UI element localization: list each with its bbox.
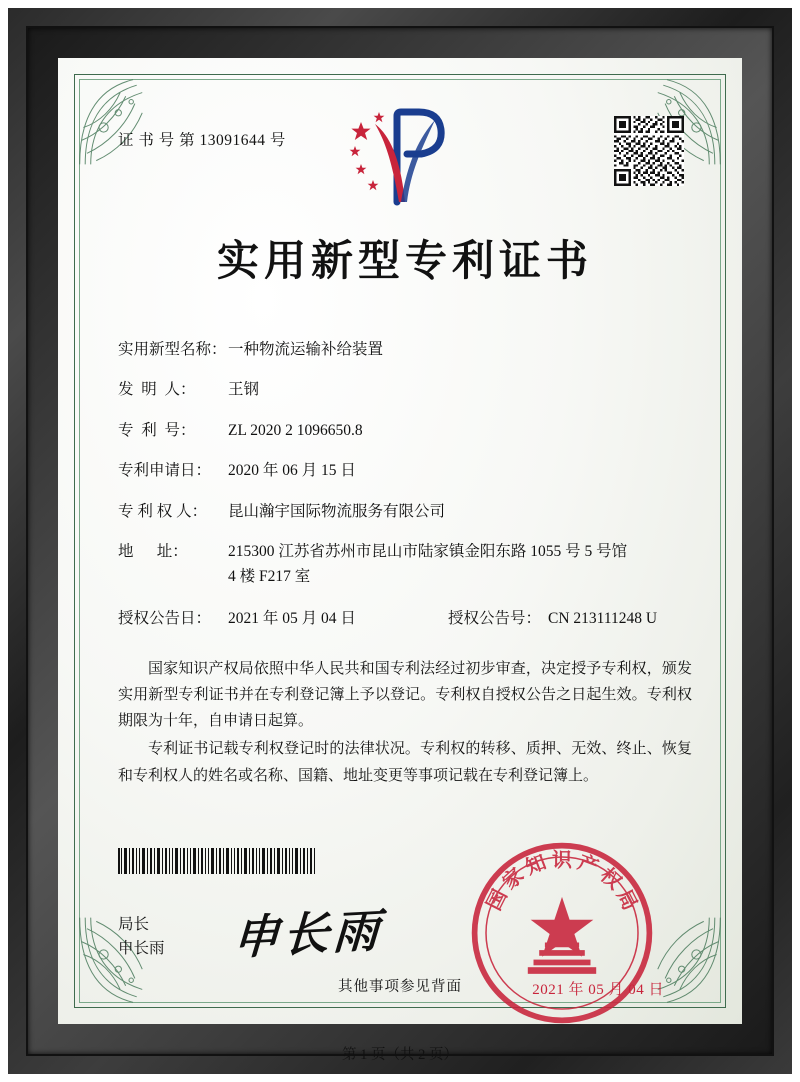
legal-text [118,656,692,789]
field-value: 215300 江苏省苏州市昆山市陆家镇金阳东路 1055 号 5 号馆 [228,543,628,561]
svg-text:识: 识 [552,847,572,872]
field-label: 发 明 人： [118,381,196,399]
field-value: 2020 年 06 月 15 日 [228,462,356,480]
certificate-number: 证 书 号 第 13091644 号 [118,132,286,149]
field-row-application-date [118,461,692,481]
publication-number-value: CN 213111248 U [548,610,658,628]
field-value: ZL 2020 2 1096650.8 [228,421,363,439]
field-label: 实用新型名称： [118,341,227,358]
legal-paragraph-1: 国家知识产权局依照中华人民共和国专利法经过初步审查，决定授予专利权，颁发实用新型专利证书并在专利登记簿上予以登记。专利权自授权公告之日起生效。专利权期限为十年，自申请日起算。 [118,660,692,730]
field-row-patent-number [118,421,692,441]
field-label: 地 址： [118,543,188,561]
svg-text:国: 国 [481,885,512,914]
field-label: 专 利 号： [118,421,196,439]
footnote: 其他事项参见背面 [338,979,462,995]
seal-date: 2021 年 05 月 04 日 [532,982,664,998]
handwritten-signature: 申长雨 [231,902,385,966]
field-value-continued: 4 楼 F217 室 [228,567,311,585]
field-label: 专利申请日： [118,462,212,480]
certificate-inner-bevel [26,26,774,1063]
director-role-label: 局长 [118,916,150,933]
field-value: 王钢 [228,381,260,399]
svg-text:产: 产 [574,849,602,880]
field-row-patentee [118,502,692,522]
field-value: 一种物流运输补给装置 [228,341,384,358]
svg-text:家: 家 [497,862,529,894]
certificate-outer-frame [8,8,792,1074]
field-list [118,340,692,630]
publication-date-label: 授权公告日： [118,610,212,628]
certificate-paper [58,58,742,1063]
field-row-inventor [118,380,692,400]
official-seal [467,838,657,1028]
signature-block [118,913,165,961]
publication-number-label: 授权公告号： [448,610,542,628]
legal-paragraph-2: 专利证书记载专利权登记时的法律状况。专利权的转移、质押、无效、终止、恢复和专利权人的姓名或名称、国籍、地址变更等事项记载在专利登记簿上。 [118,741,692,784]
field-value: 昆山瀚宇国际物流服务有限公司 [228,502,446,520]
publication-date-value: 2021 年 05 月 04 日 [228,610,356,628]
page-number: 第 1 页（共 2 页） [342,1047,458,1063]
field-label: 专 利 权 人： [118,502,208,520]
field-row-utility-model-name [118,340,692,360]
svg-text:局: 局 [612,885,643,914]
svg-text:权: 权 [595,862,627,894]
svg-text:知: 知 [522,849,550,880]
barcode [118,848,318,874]
certificate-content [118,128,692,791]
field-row-publication [118,609,692,629]
field-row-address [118,542,692,587]
director-name-label: 申长雨 [118,940,165,958]
page-title: 实用新型专利证书 [216,236,593,285]
